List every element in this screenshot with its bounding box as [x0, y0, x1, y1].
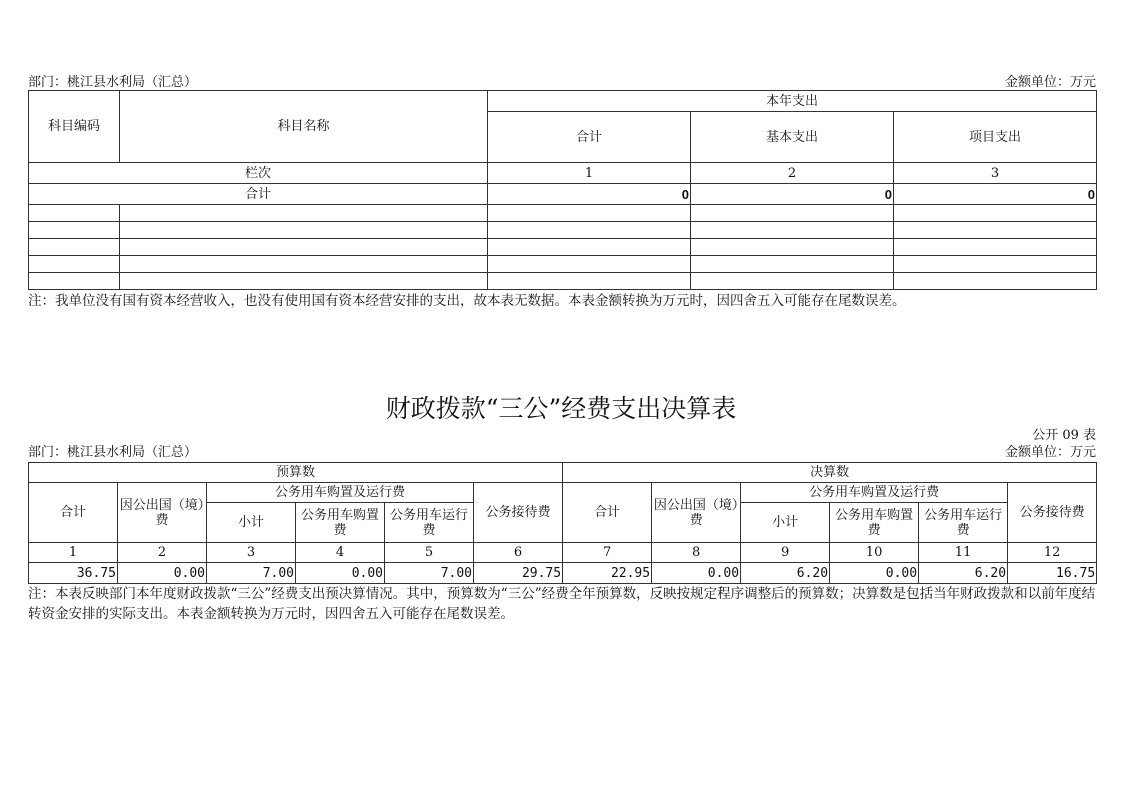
budget-purchase-header: 公务用车购置费 [296, 503, 385, 543]
col-number: 11 [919, 543, 1008, 563]
header-total: 合计 [488, 112, 691, 163]
final-vehicle-header: 公务用车购置及运行费 [741, 483, 1008, 503]
table-row [29, 239, 1097, 256]
budget-purchase-value: 0.00 [296, 563, 385, 584]
table-row [29, 222, 1097, 239]
column-number-row [29, 543, 1097, 563]
header-subject-code: 科目编码 [29, 91, 120, 163]
final-abroad-header: 因公出国（境）费 [652, 483, 741, 543]
final-total-header: 合计 [563, 483, 652, 543]
final-subtotal-header: 小计 [741, 503, 830, 543]
final-purchase-header: 公务用车购置费 [830, 503, 919, 543]
values-row [29, 563, 1097, 584]
final-purchase-value: 0.00 [830, 563, 919, 584]
final-reception-header: 公务接待费 [1008, 483, 1097, 543]
final-total-value: 22.95 [563, 563, 652, 584]
column-index-3: 3 [894, 163, 1097, 184]
budget-header: 预算数 [29, 463, 563, 483]
col-number: 1 [29, 543, 118, 563]
col-number: 5 [385, 543, 474, 563]
col-number: 3 [207, 543, 296, 563]
budget-reception-header: 公务接待费 [474, 483, 563, 543]
budget-total-header: 合计 [29, 483, 118, 543]
header-project-expense: 项目支出 [894, 112, 1097, 163]
col-number: 2 [118, 543, 207, 563]
header-basic-expense: 基本支出 [691, 112, 894, 163]
final-abroad-value: 0.00 [652, 563, 741, 584]
column-index-1: 1 [488, 163, 691, 184]
table-row [29, 205, 1097, 222]
budget-vehicle-header: 公务用车购置及运行费 [207, 483, 474, 503]
budget-subtotal-header: 小计 [207, 503, 296, 543]
note-2: 注：本表反映部门本年度财政拨款“三公”经费支出预决算情况。其中，预算数为“三公”经费全年预算数，反映按规定程序调整后的预算数；决算数是包括当年财政拨款和以前年度结转资金安排的实际支出。本表金额转换为万元时，因四舍五入可能存在尾数误差。 [28, 586, 1096, 622]
final-subtotal-value: 6.20 [741, 563, 830, 584]
col-number: 9 [741, 543, 830, 563]
table-row [29, 256, 1097, 273]
column-index-label: 栏次 [29, 163, 488, 184]
basic-value: 0 [691, 184, 894, 205]
unit-label-2: 金额单位：万元 [1004, 445, 1096, 460]
column-index-2: 2 [691, 163, 894, 184]
col-number: 7 [563, 543, 652, 563]
budget-reception-value: 29.75 [474, 563, 563, 584]
project-value: 0 [894, 184, 1097, 205]
budget-abroad-header: 因公出国（境）费 [118, 483, 207, 543]
budget-operation-value: 7.00 [385, 563, 474, 584]
unit-label-1: 金额单位：万元 [1004, 75, 1096, 90]
header-subject-name: 科目名称 [120, 91, 488, 163]
col-number: 4 [296, 543, 385, 563]
budget-abroad-value: 0.00 [118, 563, 207, 584]
budget-operation-header: 公务用车运行费 [385, 503, 474, 543]
page-title: 财政拨款“三公”经费支出决算表 [385, 394, 737, 423]
col-number: 8 [652, 543, 741, 563]
total-value: 0 [488, 184, 691, 205]
dept-label-2: 部门：桃江县水利局（汇总） [28, 445, 198, 460]
budget-subtotal-value: 7.00 [207, 563, 296, 584]
table-row [29, 273, 1097, 290]
note-1: 注：我单位没有国有资本经营收入，也没有使用国有资本经营安排的支出，故本表无数据。本表金额转换为万元时，因四舍五入可能存在尾数误差。 [28, 293, 906, 309]
final-operation-header: 公务用车运行费 [919, 503, 1008, 543]
total-row-label: 合计 [29, 184, 488, 205]
col-number: 10 [830, 543, 919, 563]
col-number: 12 [1008, 543, 1097, 563]
table-number: 公开 09 表 [1032, 428, 1096, 443]
three-public-expense-table [28, 462, 1097, 584]
final-reception-value: 16.75 [1008, 563, 1097, 584]
dept-label-1: 部门：桃江县水利局（汇总） [28, 75, 198, 90]
col-number: 6 [474, 543, 563, 563]
budget-total-value: 36.75 [29, 563, 118, 584]
final-operation-value: 6.20 [919, 563, 1008, 584]
header-current-year-expense: 本年支出 [488, 91, 1097, 112]
state-capital-expense-table [28, 90, 1097, 290]
final-header: 决算数 [563, 463, 1097, 483]
